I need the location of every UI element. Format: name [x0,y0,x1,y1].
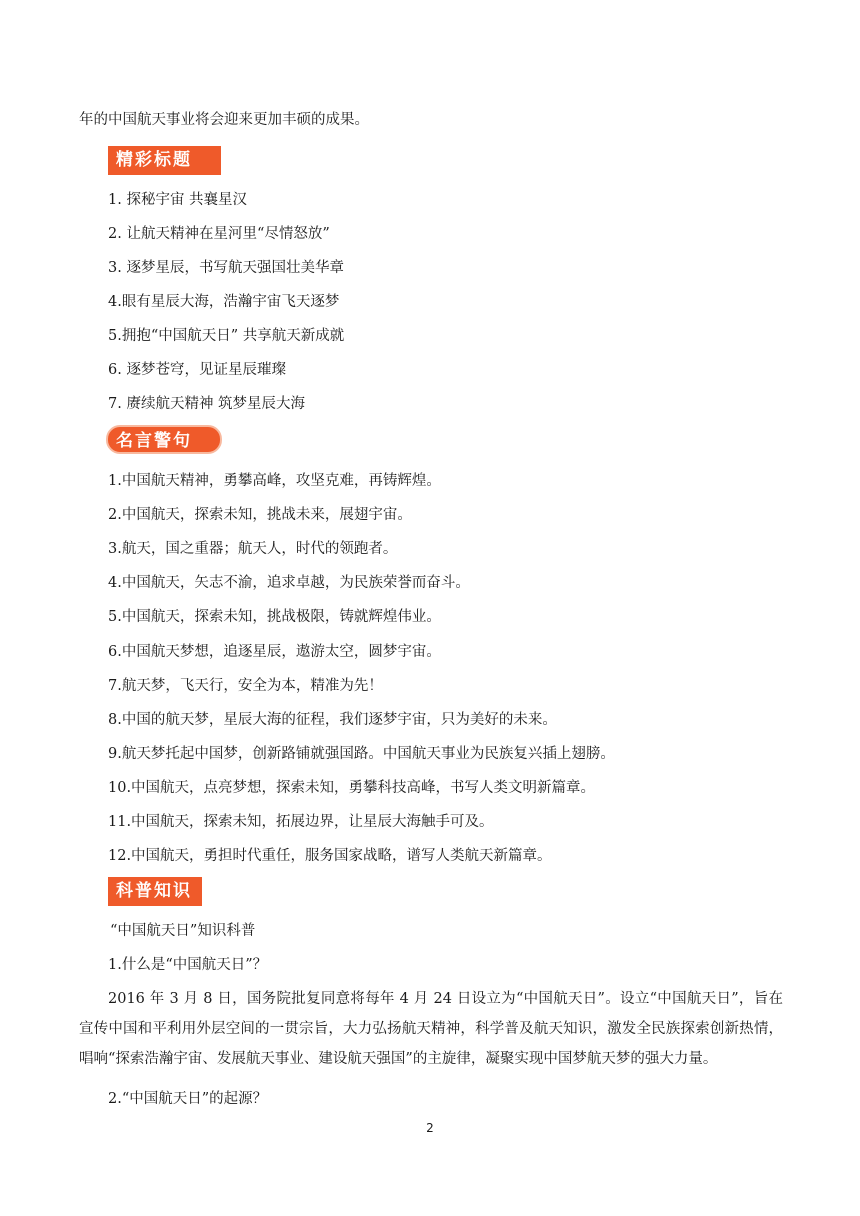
section-heading-quotes: 名言警句 [106,425,222,454]
intro-line: 年的中国航天事业将会迎来更加丰硕的成果。 [79,112,369,128]
title-item: 5.拥抱“中国航天日” 共享航天新成就 [108,328,345,344]
quote-item: 9.航天梦托起中国梦，创新路铺就强国路。中国航天事业为民族复兴插上翅膀。 [108,745,615,762]
title-item: 1. 探秘宇宙 共襄星汉 [108,192,248,208]
section-heading-titles: 精彩标题 [108,146,221,175]
science-answer-1: 2016 年 3 月 8 日，国务院批复同意将每年 4 月 24 日设立为“中国航天日”。设立“中国航天日”，旨在宣传中国和平利用外层空间的一贯宗旨，大力弘扬航天精神，科学普及航天知识，激发全民族探索创新热情，唱响“探索浩瀚宇宙、发展航天事业、建设航天强国”的主旋律，凝聚实现中国梦航天梦的强大力量。 [79,991,783,1067]
quote-item: 2.中国航天，探索未知，挑战未来，展翅宇宙。 [108,507,412,524]
quote-item: 8.中国的航天梦，星辰大海的征程，我们逐梦宇宙，只为美好的未来。 [108,711,557,728]
quote-item: 1.中国航天精神，勇攀高峰，攻坚克难，再铸辉煌。 [108,473,441,489]
quote-item: 5.中国航天，探索未知，挑战极限，铸就辉煌伟业。 [108,609,441,626]
title-item: 4.眼有星辰大海，浩瀚宇宙飞天逐梦 [108,294,340,310]
quote-item: 12.中国航天，勇担时代重任，服务国家战略，谱写人类航天新篇章。 [108,848,552,865]
science-subtitle: “中国航天日”知识科普 [110,923,256,939]
quote-item: 4.中国航天，矢志不渝，追求卓越，为民族荣誉而奋斗。 [108,575,470,592]
quote-item: 11.中国航天，探索未知，拓展边界，让星辰大海触手可及。 [108,814,494,830]
title-item: 7. 赓续航天精神 筑梦星辰大海 [108,396,306,412]
science-question-2: 2.“中国航天日”的起源？ [108,1091,268,1107]
quote-item: 7.航天梦，飞天行，安全为本，精准为先！ [108,677,383,694]
quote-item: 3.航天，国之重器；航天人，时代的领跑者。 [108,541,398,558]
science-question-1: 1.什么是“中国航天日”？ [108,957,268,973]
title-item: 3. 逐梦星辰，书写航天强国壮美华章 [108,260,344,276]
page-number: 2 [426,1121,434,1135]
title-item: 6. 逐梦苍穹，见证星辰璀璨 [108,362,286,378]
section-heading-science: 科普知识 [108,877,202,906]
quote-item: 10.中国航天，点亮梦想，探索未知，勇攀科技高峰，书写人类文明新篇章。 [108,779,596,796]
title-item: 2. 让航天精神在星河里“尽情怒放” [108,226,330,242]
quote-item: 6.中国航天梦想，追逐星辰，遨游太空，圆梦宇宙。 [108,643,441,660]
